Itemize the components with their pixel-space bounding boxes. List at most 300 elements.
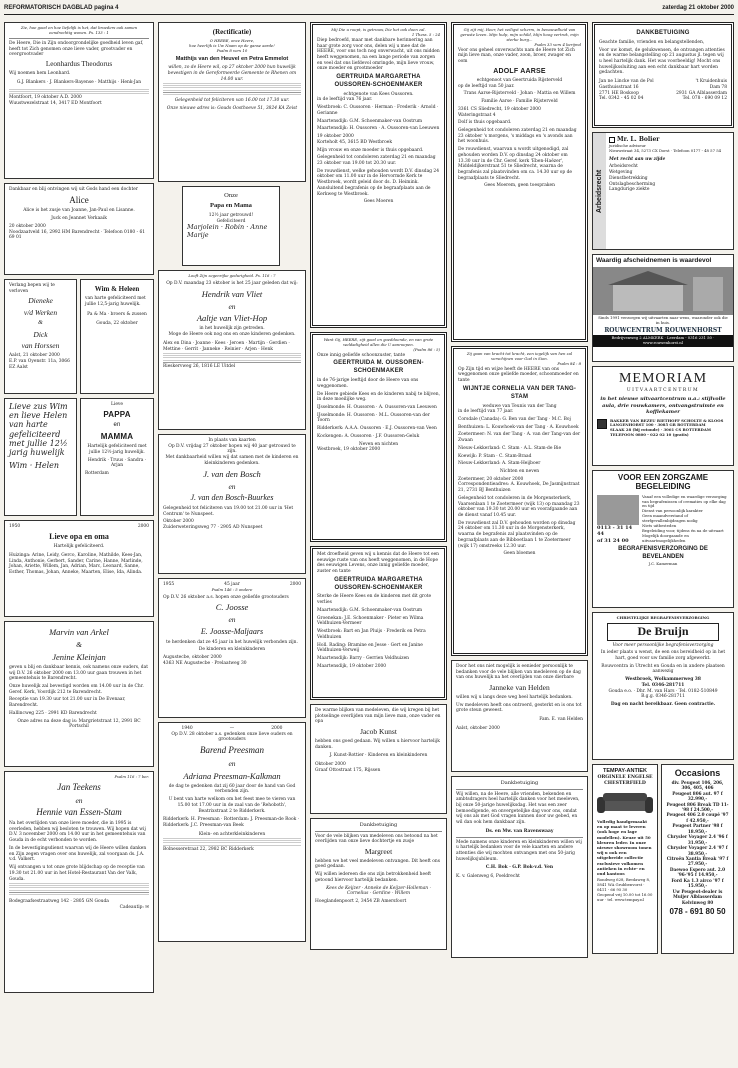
notice-name: Hendrik van Vliet [201,288,263,299]
column-5 [592,22,734,958]
ad-address: Nieuwstraat 34, 5273 CX Dorst · Telefoon 0177 - 48 57 54 [609,147,722,153]
notice-conjunction: en [228,481,236,491]
notice-address: K. v. Galenweg 6, Poeldrecht [456,874,520,880]
notice-subtext: Wij noemen hem Leonhard. [9,71,71,77]
ad-phone: 0113 - 31 14 44 [597,524,633,538]
ad-list-item: Niets uitbesteden [642,523,677,529]
ad-body [597,495,729,545]
notice-name: WIJNTJE CORNELIA VAN DER TANG-STAM [462,385,577,400]
notice-family: Kockengen: A. Oussoren · J.F. Oussoren-Geluk [317,433,420,439]
notice-verse: hoe heerlijk is Uw Naam op de ganse aarde! [189,43,275,49]
notice-address: Onze nieuwe adres is: Gouds Oosthoeve 51, 3824 KA Zeist [166,106,298,111]
notice-family: Holl. Rading: Bramine en Jesse · Gert en Janine Veldhuizen-Verweij [317,642,423,654]
notice-verse: Looft Zijn zegenrijke gedurigheid. Ps. 116 : 7 [188,273,276,278]
ad-tempay-antiek [592,764,658,954]
notice-heading: Lieve opa en oma [49,531,109,541]
notice-family: Groenekan: J.E. Schoenmaker · Pieter en Wilma Veldhuizen-Vermeer [317,615,424,627]
notice-condolence: Gelegenheid tot condoleren zaterdag 21 en maandag 23 oktober 's morgens, 's middags en 's avonds aan het woonhuis. [458,127,577,145]
notice-text: Geachte familie, vrienden en belangstellenden, [599,39,705,45]
notice-subtext: Alice is het zusje van Joanne, Jan-Paul en Lisanne. [23,208,135,214]
notice-condolence: Gelegenheid tot condoleren zaterdag 21 en maandag 23 oktober van 19.00 tot 20.30 uur. [317,155,436,166]
notice-family: Nieuw-Lekkerland: C. Stam · A.L. Stam-de Bie [458,445,562,451]
notice-60-years-preesman [158,722,306,942]
notice-name: Leonhardus Theodorus [45,60,113,68]
notice-conjunction: en [228,615,236,625]
notice-address: Hoeglandenpoort 2, 3454 ZB Amersfoort [315,899,407,904]
notice-name: J. van den Bosch-Buurkes [190,493,274,503]
notice-family: Familie Aarse · Familie Rijsterveld [481,99,558,105]
ad-opening-hours: Geopend vrij 10.00 tot 16.00 uur · tel. www.tempay.nl [597,891,653,902]
notice-family: Ridderkerk: A.A.A. Oussoren · E.J. Oussoren-van Veen [317,426,437,432]
notice-birth-leonhardus [4,22,154,179]
ad-text: Rouwcentra in Utrecht en Gouda en in andere plaatsen aanwezig [601,663,725,675]
notice-ampersand: & [38,319,43,326]
notice-subtext: Met dankbaarheid willen wij dat samen met de kinderen en kleinkinderen gedenken. [165,455,299,466]
ad-list-item: Peugeot 806 Break TD 11-'98 f 24.500,- [666,801,729,812]
notice-text: Voor uw komst, de gelukwensen, de ontvangen attenties en de warme belangstelling op 21 augustus jl. tegen wij u heel hartelijk dank. Het was voorbeeldig! Mocht ons huwelijkssluiting aan een echt dankbaar hart worden gedachten. [599,47,725,76]
notice-text: geven u blij en dankbaar kennis, ook namens onze ouders, dat wij D.V. 26 oktober 2000 om 13.00 uur gaan trouwen in het gemeentehuis te Barendrecht. [9,664,148,682]
notice-thanks-margreet [310,818,447,950]
notice-signature: De kinderen en kleinkinderen [198,647,266,653]
notice-place-date: 19 oktober 2000 [317,134,354,140]
ad-list-item: Dienstbetrekking [609,175,648,181]
notice-conjunction: en [228,758,236,768]
notice-obituary-oussoren-2 [310,332,447,542]
notice-text: Op D.V. maandag 23 oktober is het 25 jaar geleden dat wij: [166,280,298,286]
notice-phone: Tel. 078 - 690 09 12 [682,96,727,102]
notice-place-date: Montfoort, 19 oktober A.D. 2000 [9,94,82,100]
notice-verse: Psalm 116 : 7 ber. [114,774,149,779]
notice-name: Aaltje van Vliet-Hop [196,313,268,324]
ad-phone: 078 - 691 80 50 [669,907,726,917]
notice-subtext: U bent van harte welkom om het feest mee te vieren van 15.00 tot 17.00 uur in de zaal van de 'Rehoboth', Beatrixstraat 2 te Ridderkerk. [168,797,296,814]
notice-thanks-van-helden [451,660,588,772]
notice-year-mid: — [229,726,235,731]
ad-contact-line: LANGENHORST 100 · 3085 GR ROTTERDAM [610,422,706,428]
notice-signature: Klein- en achterkleinkinderen [198,831,266,837]
notice-address: Graaf Ottostraat 175, Rijssen [315,767,381,773]
notice-address: Noodzaatveld 16, 2992 HM Barendrecht · Telefoon 0180 - 61 69 01 [9,229,146,241]
notice-family: Maartensdijk: Barry · Gerrien Veldhuizen [317,655,410,661]
notice-family: Alex en Dina · Joanne · Kees · Jeroen · Martijn · Gerdien · Mettine · Gerrit · Janneke · Reinier · Arjen · Henk [163,340,290,352]
notice-funeral: De rouwdienst zal D.V. gehouden worden op dinsdag 24 oktober om 11.30 uur in de Morgensterkerk, waarna de begrafenis zal plaatsvinden op de begraafplaats aan de Bibboetlaan 1 te Zoetermeer (wijk 17) omstreeks 12.30 uur. [458,520,576,549]
header-paper-name: REFORMATORISCH DAGBLAD pagina 4 [4,5,119,11]
notice-subtext: echtgenote van Kees Oussoren. [343,91,414,97]
notice-place-date: 3361 CS Sliedrecht, 19 oktober 2000 [458,106,541,112]
notice-name: Adriana Preesman-Kalkman [183,770,281,781]
ad-de-bevelanden [592,470,734,608]
notice-birth-alice [4,183,154,275]
ad-list [642,495,729,545]
notice-family: Maartensdijk: G.M. Schoenmaker-van Oostrum [317,118,423,124]
notice-signature: Ds. en Mw. van Ravenswaay [485,828,554,834]
notice-papa-mama-12-5 [182,186,280,266]
notice-subtext: willen wij u langs deze weg heel hartelijk bedanken. [456,694,573,700]
notice-name: GEERTRUIDA MARGARETHA OUSSOREN-SCHOENMAKER [334,576,423,591]
notice-reception: Gelegenheid tot feliciteren van 16.00 tot 17.30 uur. [174,98,290,104]
notice-name: Alice [69,194,89,205]
ad-footer-row [597,419,729,439]
notice-heading: Papa en Mama [210,202,252,210]
ad-list-item: Arbeidsrecht [609,164,638,170]
ad-address: Rondweg 628, Bredaweg 8, 5841 WA Grubbenvorst · 0411 - 66 95 30 [597,877,651,892]
notice-name: Dick [33,329,48,339]
notice-heading: Dankbetuiging [500,780,539,786]
ad-phone: B.g.g. 0346-281711 [641,694,685,700]
notice-name: Dieneke [28,296,53,306]
notice-year: 2000 [271,726,283,731]
notice-name: Hennie van Essen-Stam [36,807,122,818]
notice-signature: Neven en nichten [358,441,399,447]
notice-address: Hallincweg 225 · 2991 KD Barendrecht [9,710,97,716]
ad-subtitle: Sinds 1991 verzorgen wij uitvaarten naar wens, waaronder ook die in huis. [598,315,728,326]
ad-brand: BEGRAFENISVERZORGING DE BEVELANDEN [618,546,708,560]
notice-text: Na het overlijden van onze lieve moeder, die in 1995 is overleden, hebben wij besloten te trouwen. Wij hopen dat wij D.V. 3 november 2000 om 14.00 uur in het gemeentehuis van Gouda in de echt verbonden te worden. [9,821,146,844]
ad-contact-line: TELEFOON 0800 - 022 02 10 (gratis) [610,432,689,438]
notice-year-row [9,524,149,530]
notice-family: Westbroek: C. Oussoren · Herman · Frederik · Arnold · Gerianne [317,105,439,116]
notice-subtext: Onze huwelijk zal bevestigd worden om 14.00 uur in de Chr. Geref. Kerk, Voordijk 212 te Barendrecht. [9,684,144,695]
notice-name: J. van den Bosch [203,468,261,479]
notice-signature: Hendrik · Truus · Sandra · Arjan [87,457,147,469]
notice-signature: Geen bloemen [503,551,536,557]
notice-name: Jacob Kunst [360,727,397,737]
notice-year-mid: 45 jaar [224,582,240,587]
notice-subtext: te herdenken dat ze 45 jaar in het huwelijk verbonden zijn. [166,639,298,645]
ad-list-item: Peugeot Partner '98 f 18.950,- [672,823,723,834]
chesterfield-sofa-icon [597,789,653,817]
notice-address: Rieskervweg 26, 1816 LE Uitdel [163,364,236,370]
notice-subtext: hebben ons goed gedaan. Wij willen u hiervoor hartelijk danken. [315,738,440,750]
handwritten-text: Lieve zus Wim en lieve Helen van harte gefeliciteerd met jullie 12½ jarig huwelijk [9,402,68,457]
ad-list-item: Chrysler Voyager 2.4 '97 f 38.950,- [667,845,728,856]
notice-text: Mede namens onze kinderen en kleinkinderen willen wij u hartelijk bedanken voor de vele kaarten en andere attenties die wij mochten ontvangen met ons 50-jarig huwelijksjubileum. [456,839,582,862]
notice-verse-ref: (Psalm 86 : 5) [413,346,440,352]
notice-name: Matthijs van den Heuvel en Petra Emmelot [175,55,289,62]
notice-text: Hartelijk gefeliciteerd met jullie 12½-jarig huwelijk. [87,444,147,456]
notice-name: 't Kruidenhuis [695,79,727,85]
notice-address: Gasthuisstraat 16 [599,84,639,90]
ad-list-item: Geen maandverstand of sterfgevallenbijdragen nodig [642,513,698,524]
notice-heading: Onze [224,192,238,199]
notice-condolence: Gelegenheid tot condoleren in de Morgensterkerk, Vaarsenlaan 1 te Zoetermeer (wijk 13) op maandag 23 oktober van 19.30 tot 20.00 uur en voorafgaande aan de dienst vanaf 10.45 uur. [458,495,580,519]
notice-name: Marvin van Arkel [49,627,109,637]
notice-year: 1950 [9,524,21,529]
notice-wedding-marvin-jenine [4,621,154,767]
notice-family: Nieuw-Lekkerland: A. Stam-Heijboer [458,461,541,467]
notice-address: Correspondentieadres: A. Kouwhoek, De Jasmijnstraat 21, 2731 BJ Benthuizen [458,482,580,494]
notice-signature: Gees Moerem, geen toespraken [484,183,555,189]
notice-family: Huizinga: Arine, Leidy, Gerco, Karoline, Mathilde, Kees-Jan, Linda, Anthonie, Gerbert, Sander, Carine, Hanne, Marlinde, Johan, Ariette, Willem, Jan, Adrian, Marc, Leonard, Sanne, Esther, Thomas, Johan, Anneke, Maarten, Elise, Ida, Alinda. [9,552,143,575]
notice-address: Zuiderweteringsweg 77 · 2905 AD Nunspeet [163,524,263,530]
ad-list-item: Daewoo Espero aut. 2.0 '96-'95 f 14.950,- [669,866,726,878]
notice-name: Margreet [364,846,393,856]
notice-signature: Pa & Ma · broers & zussen [87,311,147,317]
notice-name: E. Joosse-Maljaars [200,627,264,637]
notice-address: Wuustwezelstraat 14, 3417 ED Montfoort [9,100,102,106]
notice-verse: Psalm 146 : 5 ondere [211,586,253,592]
ad-contact-line: SLAAK 28 (bij rotonde) · 3061 CS ROTTERDAM [610,427,711,433]
ad-memoriam [592,366,734,466]
notice-pappa-mamma [80,398,154,516]
notice-year: 1955 [163,582,175,587]
notice-signature: Gees Moeren [363,199,394,205]
ad-list-item: Kelvinweg 80 [681,899,714,905]
notice-age: op de leeftijd van 50 jaar. [458,83,515,89]
notice-subtext: Wij willen iedereen die ons zijn betrokkenheid heeft getoond hiervoor hartelijk bedanken. [315,872,432,883]
notice-family: Maartensdijk: G.M. Schoenmaker-van Oostrum [317,607,423,613]
ad-title: VOOR EEN ZORGZAME BEGELEIDING [617,473,709,491]
notice-text: 12½ jaar getrouwd! [208,212,254,218]
ad-list-item: Uw Peugeot-dealer is [672,888,723,894]
notice-verse-ref: Psalm 8 vers 10 [216,47,248,53]
notice-obituary-oussoren-3 [310,546,447,700]
notice-address: E.P. van Oyenstr. 11a, 3066 EZ Aalst [9,358,70,370]
notice-text: Gefeliciteerd [216,218,246,224]
notice-year: 2000 [137,524,149,529]
notice-verse: Gij zijt mij, Heer, het veiligst scherm, in benauwdheid van geruste leven. Mijn hulp, mijn schild, Mijn hoog vertrek, mijn sterke burg... [460,27,579,42]
notice-address: 2771 HE Boskoop [599,90,639,96]
notice-text: Wij willen, na de Heere, alle vrienden, bekenden en ambtsdragers heel hartelijk danken voor het meeleven, bij onze 50-jarige huwelijksdag. Het was een zeer bemoedigende, en onvergetelijke dag voor ons, omdat wij ons als met God vragen kunnen door uw gebed, en wil dan ook hem dankbaar zijn. [456,791,580,826]
notice-place-date: Oktober 2000 [315,762,346,768]
notice-verse-ref: 1 Thess. 5 : 24 [411,31,440,37]
notice-conjunction: en [75,795,83,805]
ad-address: Bedrijvenweg 2 ALMKERK · Leerdam - 0316 231 50 · www.rouwenhorst.nl [593,335,733,347]
notice-family: IJsselmonde: H. Oussoren · M.L. Oussoren-van der Toorn [317,412,430,424]
notice-family: G.J. Blankers · J. Blankers-Bayense · Matthijs · Henk-Jan [16,80,142,86]
notice-text: Diep bedroefd, maar met dankbare herinnering aan haar grote zorg voor ons, delen wij u mee dat de HEERE, voor ons toch nog onverwacht, uit ons midden heeft weggenomen, na een lange periode van zorgen en veel dat ons liefdevol omringde, mijn lieve vrouw, onze moeder en grootmoeder [317,37,440,72]
notice-family: Benthuizen: L. Kouwhoek-van der Tang · A. Kouwhoek [458,424,579,430]
ad-list [666,780,729,905]
notice-year: 2000 [289,582,301,587]
notice-name: Jenine Kleinjan [52,651,106,662]
notice-subtext: hebben we het veel medeleven ontvangen. Dit heeft ons goed gedaan. [315,858,440,870]
bolier-logo-icon [609,137,615,143]
notice-text: Dankbaar en blij ontvingen wij uit Gods hand een dochter [9,187,138,192]
ad-row [592,764,734,958]
notice-year-row [163,726,301,732]
notice-text: Hartelijk gefeliciteerd. [53,544,105,550]
ad-list-item: Ford Ka 1.3 airco '97 f 15.950,- [671,877,724,889]
ad-brand: TEMPAY-ANTIEK [602,768,647,774]
page-header [4,4,734,15]
notice-engagement [4,279,77,394]
notice-address: Wateringstraat 4 [458,112,496,118]
notice-40-years-van-den-bosch [158,434,306,574]
notice-name: v/d Werken [23,308,58,318]
notice-name: Jan Teekens [57,781,101,792]
ad-list-item: Muijer Alblasserdam [673,894,722,900]
notice-address: 2931 GA Alblasserdam [676,90,727,96]
notice-address: Dam 78 [709,84,727,90]
notice-age: in de 76-jarige leeftijd door de Heere van ons weggenomen. [317,378,419,389]
notice-anniversary-wim-heleen [80,279,154,394]
notice-obituary-aarse [451,22,588,342]
notice-45-years-joosse [158,578,306,718]
notice-text: Op D.V. vrijdag 27 oktober hopen wij 40 jaar getrouwd te zijn. [168,443,296,455]
notice-place-date: 20 oktober 2000 [9,223,46,229]
notice-two-column-row [599,79,727,102]
ad-contact [610,419,723,439]
notice-verse-ref: Psalm 84 : 8 [557,360,581,366]
notice-text: Lieve [111,402,123,407]
notice-subtext: Dolf is thuis opgebaard. [458,120,512,126]
notice-gift-tip: Cadeautip: ✉ [119,904,149,910]
notice-text: Met droefheid geven wij u kennis dat de Heere tot een eeuwige ruste van ons heeft weggenomen, in de Hope des eeuwigen Levens, onze innig geliefde moeder, zuster en tante [317,552,439,575]
notice-verse: Want Gij, HEERE, zijt goed en goeddoende, en van grote weldadigheid allen die U aanroepen. [323,337,434,347]
notice-text: Op Zijn tijd en wijze heeft de HEERE van ons weggenomen onze geliefde moeder, schoonmoeder en tante [458,366,579,384]
notice-year: 1940 [181,726,193,731]
ad-list-item: Ontslagbescherming [609,181,656,187]
notice-text: Op D.V. 28 oktober a.s. gedenken onze lieve ouders en grootouders [171,731,293,743]
notice-name: C. Joosse [215,602,249,613]
notice-obituary-oussoren-1 [310,22,447,328]
notice-handwritten [4,398,77,516]
notice-name: GEERTRUIDA M. OUSSOREN-SCHOENMAKER [333,360,424,375]
ad-de-bruijn [592,612,734,760]
notice-conjunction: en [228,301,236,311]
notice-parents: Juck en Jeannet Verkaaik [51,216,107,222]
notice-name: ADOLF AARSE [493,67,546,75]
notice-family: Zoetermeer: N. van der Tang · A. van der Tang-van der Zwaan [458,432,581,444]
notice-left-block [599,79,654,102]
notice-address: Korteholt 45, 3615 BD Westbroek [317,139,392,145]
notice-name: Jan ne Lincke van de Pol [599,79,654,85]
notice-ampersand: & [76,640,82,650]
ad-title: Occasions [674,768,721,778]
notice-heading: (Rectificatie) [212,28,252,36]
ad-subtitle: UITVAARTCENTRUM [626,388,700,394]
ad-list [609,164,729,193]
notice-family: Maartensdijk: H. Oussoren · A. Oussoren-van Leeuwen [317,126,440,132]
ad-phone-block [597,495,639,545]
ad-list-item: Mogelijk doorgaande en uitvaartmogelijkheden [642,532,689,543]
ad-list-item: Wetgeving [609,170,633,176]
notice-heading: PAPPA [103,409,131,419]
notice-anniversary-van-vliet [158,270,306,430]
notice-text: Voor de vele blijken van medeleven ons betoond na het overlijden van onze lieve dochtertje en zusje [315,833,438,845]
notice-thanks-ravenswaay-bok [451,776,588,958]
ad-rouwenhorst [592,254,734,362]
notice-heading: MAMMA [100,431,134,441]
notice-address: Bodegraafsestraatweg 142 · 2805 GN Gouda [9,899,109,905]
ad-list-item: div. Peugeot 106, 206, 306, 405, 406 [671,779,724,791]
notice-reception: Wij ontvangen u tot onze grote blijdschap op de receptie van 19.30 tot 21.00 uur in het Hotel-Restaurant Van der Valk, Gouda. [9,865,145,882]
ad-list-item: Dienst van persoonlijk karakter [642,508,703,514]
column-3 [310,22,447,954]
ad-list-item: Citroën Xantia Break '97 f 27.950,- [666,856,729,867]
notice-row [4,398,154,520]
notice-place-date: Westbroek, 19 oktober 2000 [317,447,381,453]
ad-list-item: Chrysler Voyager 2.4 '96 f 31.950,- [667,834,728,845]
notice-place-date: Oktober 2000 [163,519,194,525]
ad-list-item: Begeleiding voor, tijdens én na de uitvaart [642,528,724,534]
notice-family: Westbroek: Bart en Jan Pluijs · Frederik en Petra Veldhuizen [317,629,426,640]
notice-subtext: Uw medeleven heeft ons ontroerd, gesterkt en is ons tot grote steun geweest. [456,702,582,714]
notice-grandparents [4,520,154,617]
notice-verse: O HEERE, onze Heere, [209,38,255,44]
notice-family: IJsselmonde: H. Oussoren · A. Oussoren-van Leeuwen [317,404,437,410]
notice-subtext: echtgenoot van Geertruida Rijsterveld [476,77,563,83]
notice-heading: DANKBETUIGING [636,30,690,36]
notice-text: van harte gefeliciteerd met jullie 12,5-jarig huwelijk. [85,296,146,307]
notice-place-date: Aalst, 21 oktober 2000 [9,353,60,359]
notice-address: Bolnesseretraat 22, 2982 BC Ridderkerk [163,847,254,853]
handwritten-signature: Marjolein · Robin · Anne Marije [187,223,268,239]
notice-name: Barend Preesman [199,745,265,756]
ad-brand: De Bruijn [607,623,719,641]
notice-obituary-van-der-tang [451,346,588,656]
column-1 [4,22,154,997]
notice-age: Sterke de Heere Kees en de kinderen met dit grote verlies [317,594,432,606]
column-2 [158,22,306,946]
ad-subtitle: juridische adviseur [609,142,646,148]
notice-name: van Horssen [21,341,60,351]
notice-address: 4363 NE Augustecbe · Prelaatweg 30 [163,660,247,666]
notice-reception: Gelegenheid tot feliciteren van 19.00 tot 21.00 uur in 'Het Centrum' te Nunspeet. [163,505,294,517]
notice-family: Corsdale (Canada): G. Ben van der Tang · M.C. Boj [458,416,571,422]
notice-subtext: De Heere gebiede Kees en de kinderen nabij te blijven, in deze moeilijke weg. [317,391,440,403]
notice-signature: C.H. Bok · G.P. Bok-v.d. Ven [485,865,554,871]
notice-signature: Kees de Keijzer · Anneke de Keijzer-Holleman · Cornelius · Gerdine · Willem [326,885,431,897]
notice-text: De warme blijken van medeleven, die wij kregen bij het plotselinge overlijden van mijn lieve man, onze vader en opa [315,708,441,725]
notice-text: Op D.V. 26 oktober a.s. hopen onze geliefde grootouders [163,594,289,600]
column-4 [451,22,588,962]
notice-age: in de leeftijd van 77 jaar. [458,409,514,415]
notice-reception: Receptie van 19.30 uur tot 21.00 uur in De Evenaar, Barendrecht. [9,697,126,709]
notice-text: Door het ons niet mogelijk is eenieder persoonlijk te bedanken voor de vele blijken van medeleven op de dag van ons huwelijk na het overlijden van onze dierbare [456,664,581,681]
notice-verse: Mij Die u roept, is getrouw, Die het ook doen zal. [331,27,426,32]
ad-list-item: Peugeot 806 aut. 97 f 32.990,- [672,790,723,802]
ad-contact-line: BAKKER VAN BEZEU RIETHOFF SCHOLTE & KLOOS [610,417,724,423]
notice-place-date: Rotterdam [85,471,109,477]
notice-wedding-jan-hennie [4,771,154,993]
vertical-label: Arbeidsrecht [593,133,606,249]
notice-place-date: Maartensdijk, 19 oktober 2000 [317,663,387,669]
notice-subtext: In de bevestigingsdienst waarvan wij de Heere willen danken en Zijn zegen vragen over ons huwelijk, zal voorgaan ds. J.A. v.d. Valkert. [9,845,147,863]
notice-age: in de leeftijd van 76 jaar. [317,97,373,103]
notice-heading: en [113,422,121,429]
notice-text: Onze innig geliefde schoonzuster, tante [317,352,406,358]
ad-topline: CHRISTELIJKE BEGRAFENISVERZORGING [616,615,710,620]
notice-funeral: De rouwdienst, welke gehouden wordt D.V. dinsdag 24 oktober om 11.00 uur in de Hervormde Kerk te Westbroek, wordt geleid door ds. D. Heimink. Aansluitend begrafenis op de begraafplaats aan de Kerkweg te Westbroek. [317,168,439,197]
notice-heading: Dankbetuiging [359,822,398,828]
notice-verse-ref: Psalm 33 vers 4 berijmd [534,41,581,47]
ad-title: Waardig afscheidnemen is waardevol [596,257,712,264]
notice-name: Wim & Heleen [94,285,140,293]
ad-phone: of 31 24 00 [597,537,629,544]
notice-place-date: Aalst, oktober 2000 [456,725,500,731]
ad-occasions [661,764,734,954]
notice-verse: Zie, hoe goed en hoe liefelijk is het, dat broeders ook samen eendrachtig wonen. Ps. 133 : 1 [20,25,138,35]
ad-text: In ieder plaats u wenst, de een ons bereidheid op in het hart, goed voor uw familie zorg afgewerkt. [600,650,726,661]
notice-name: GERTRUIDA MARGARETHA OUSSOREN-SCHOENMAKER [334,74,423,88]
ad-bolier-arbeidsrecht [592,132,734,250]
ad-list-item: Vanaf een volledige en waardige verzorging van begrafenissen of crematies op elke dag en tijd [642,493,727,509]
notice-subtext: de dag te gedenken dat zij 60 jaar door de hand van God verbonden zijn. [168,783,296,795]
notice-signature: Fam. E. van Helden [539,717,583,723]
notice-subtext: in het huwelijk zijn getreden. [199,326,265,332]
ad-brand: ROUWCENTRUM ROUWENHORST [604,327,722,335]
notice-signature: Nichten en neven [499,468,540,474]
ad-list-item: Langdurige ziekte [609,187,650,193]
notice-text: Verlang bepen wij te verloven [9,283,55,294]
ad-slogan: Voor meer persoonlijke begrafenisverzorging [612,642,714,648]
ad-tagline: Met recht aan uw zijde [609,156,666,162]
notice-subtext: Moge de Heere ook nog ons en onze kinderen gedenken. [168,332,296,338]
notice-place-date: Gouda, 22 oktober [96,321,138,327]
notice-row [4,279,154,398]
